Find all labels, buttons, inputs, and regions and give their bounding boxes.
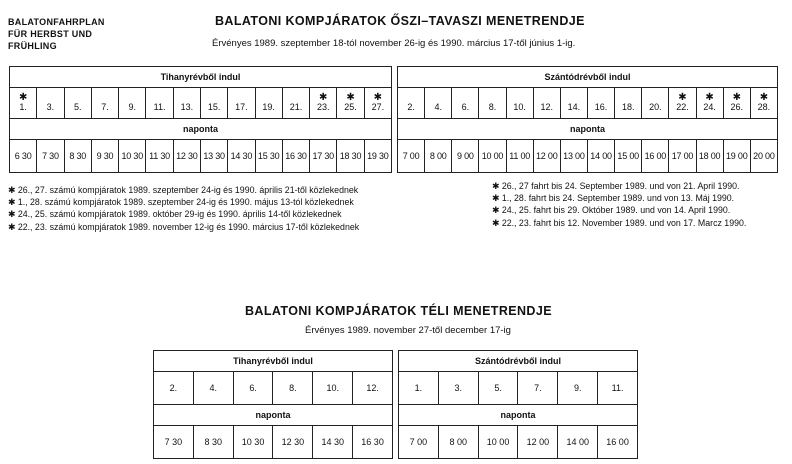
departure-time: 7 00 <box>399 426 439 459</box>
run-number <box>615 88 642 119</box>
run-number <box>64 88 91 119</box>
run-number-label: 27. <box>371 102 385 112</box>
run-number-label: 12. <box>540 102 554 112</box>
side-label-line: FRÜHLING <box>8 41 57 51</box>
run-number <box>282 88 309 119</box>
asterisk-icon: ✱ <box>346 92 355 103</box>
autumn-tihany-table <box>9 66 392 173</box>
table-header: Tihanyrévből indul <box>154 351 393 372</box>
departure-time: 7 00 <box>398 140 425 173</box>
asterisk-icon <box>561 94 587 102</box>
departure-time: 6 30 <box>10 140 37 173</box>
departure-time: 10 30 <box>119 140 146 173</box>
table-header: Szántódrévből indul <box>398 67 778 88</box>
asterisk-icon: ✱ <box>732 92 741 103</box>
run-number <box>154 372 194 405</box>
departure-time: 12 30 <box>273 426 313 459</box>
run-number-label: 13. <box>180 102 194 112</box>
run-number <box>696 88 723 119</box>
table-header: Szántódrévből indul <box>399 351 638 372</box>
departure-time: 20 00 <box>750 140 777 173</box>
run-number-label: 23. <box>316 102 330 112</box>
daily-label: naponta <box>154 405 393 426</box>
run-number <box>255 88 282 119</box>
run-number <box>10 88 37 119</box>
table-header: Tihanyrévből indul <box>10 67 392 88</box>
note-line: ✱ 1., 28. fahrt bis 24. September 1989. und von 13. Máj 1990. <box>492 193 735 204</box>
run-number-label: 8. <box>289 383 297 393</box>
note-line: ✱ 26., 27 fahrt bis 24. September 1989. und von 21. April 1990. <box>492 181 740 191</box>
departure-time: 14 00 <box>558 426 598 459</box>
departure-time: 12 00 <box>533 140 560 173</box>
note-line: ✱ 24., 25. fahrt bis 29. Október 1989. und von 14. April 1990. <box>492 205 731 216</box>
run-number-label: 5. <box>73 102 82 112</box>
departure-time: 11 00 <box>506 140 533 173</box>
departure-time: 17 30 <box>310 140 337 173</box>
note-line: ✱ 22., 23. fahrt bis 12. November 1989. und von 17. Marcz 1990. <box>492 217 747 228</box>
run-number-label: 8. <box>488 102 497 112</box>
side-label-line: FÜR HERBST UND <box>8 29 93 39</box>
run-number <box>750 88 777 119</box>
run-number <box>313 372 353 405</box>
autumn-validity: Érvényes 1989. szeptember 18-tól november 26-ig és 1990. március 17-től június 1-ig. <box>212 38 576 49</box>
asterisk-icon <box>615 94 641 102</box>
run-number <box>193 372 233 405</box>
run-number-label: 7. <box>534 383 542 393</box>
run-number-label: 15. <box>207 102 221 112</box>
run-number-label: 11. <box>611 383 624 393</box>
run-number-label: 19. <box>262 102 275 112</box>
departure-time: 11 30 <box>146 140 173 173</box>
asterisk-icon <box>534 94 560 102</box>
run-number <box>37 88 64 119</box>
run-number <box>533 88 560 119</box>
notes-german <box>492 180 746 229</box>
departure-time: 18 00 <box>696 140 723 173</box>
run-number-label: 1. <box>19 102 27 112</box>
run-number-label: 9. <box>573 383 582 393</box>
run-number <box>558 372 598 405</box>
departure-time: 13 30 <box>200 140 227 173</box>
asterisk-icon <box>146 94 172 102</box>
daily-label: naponta <box>398 119 778 140</box>
asterisk-icon <box>283 94 309 102</box>
note-line: ✱ 22., 23. számú kompjáratok 1989. november 12-ig és 1990. március 17-től közlekednek <box>8 221 360 232</box>
run-number <box>723 88 750 119</box>
note-line: ✱ 1., 28. számú kompjáratok 1989. szeptember 24-ig és 1990. május 13-tól közlekednek <box>8 197 354 208</box>
run-number-label: 24. <box>703 102 716 112</box>
asterisk-icon <box>201 94 227 102</box>
departure-time: 16 30 <box>353 426 393 459</box>
asterisk-icon <box>256 94 282 102</box>
run-number <box>398 88 425 119</box>
run-number <box>91 88 118 119</box>
run-number <box>273 372 313 405</box>
run-number-label: 6. <box>461 102 470 112</box>
run-number <box>353 372 393 405</box>
departure-time: 12 00 <box>518 426 558 459</box>
asterisk-icon <box>398 94 424 102</box>
run-number-label: 4. <box>209 383 217 393</box>
run-number <box>642 88 669 119</box>
run-number <box>119 88 146 119</box>
asterisk-icon <box>65 94 91 102</box>
departure-time: 8 30 <box>193 426 233 459</box>
winter-validity: Érvényes 1989. november 27-től december 17-ig <box>305 325 511 336</box>
run-number <box>587 88 614 119</box>
run-number <box>669 88 696 119</box>
run-number-label: 3. <box>46 102 55 112</box>
departure-time: 18 30 <box>337 140 364 173</box>
asterisk-icon <box>479 94 505 102</box>
run-number-label: 10. <box>326 383 339 393</box>
run-number-label: 18. <box>621 102 635 112</box>
asterisk-icon: ✱ <box>373 92 383 103</box>
run-number-label: 22. <box>676 102 689 112</box>
run-number <box>364 88 391 119</box>
run-number-label: 25. <box>344 102 357 112</box>
run-number <box>479 88 506 119</box>
run-number-label: 2. <box>407 102 415 112</box>
run-number <box>560 88 587 119</box>
daily-label: naponta <box>399 405 638 426</box>
run-number-label: 21. <box>289 102 303 112</box>
departure-time: 13 00 <box>560 140 587 173</box>
autumn-szantod-table <box>397 66 778 173</box>
departure-time: 19 00 <box>723 140 750 173</box>
run-number-label: 9. <box>128 102 137 112</box>
run-number-label: 10. <box>513 102 526 112</box>
run-number-label: 3. <box>454 383 462 393</box>
run-number <box>146 88 173 119</box>
daily-label: naponta <box>10 119 392 140</box>
run-number <box>425 88 452 119</box>
departure-time: 7 30 <box>154 426 194 459</box>
run-number-label: 14. <box>567 102 581 112</box>
asterisk-icon <box>174 94 200 102</box>
run-number-label: 26. <box>730 102 744 112</box>
departure-time: 17 00 <box>669 140 696 173</box>
asterisk-icon <box>507 94 533 102</box>
departure-time: 10 00 <box>478 426 518 459</box>
autumn-title: BALATONI KOMPJÁRATOK ŐSZI–TAVASZI MENETRENDJE <box>215 14 585 28</box>
run-number <box>337 88 364 119</box>
run-number-label: 1. <box>414 383 423 393</box>
asterisk-icon <box>119 94 145 102</box>
asterisk-icon <box>588 94 614 102</box>
departure-time: 8 00 <box>425 140 452 173</box>
run-number <box>399 372 439 405</box>
notes-hungarian <box>8 184 359 233</box>
run-number <box>310 88 337 119</box>
run-number <box>228 88 255 119</box>
side-label <box>8 16 105 52</box>
winter-tihany-table <box>153 350 393 459</box>
run-number-label: 12. <box>366 383 379 393</box>
note-line: ✱ 24., 25. számú kompjáratok 1989. október 29-ig és 1990. április 14-től közlekednek <box>8 209 342 220</box>
run-number-label: 11. <box>153 102 166 112</box>
departure-time: 16 00 <box>598 426 638 459</box>
run-number <box>200 88 227 119</box>
asterisk-icon: ✱ <box>18 92 28 103</box>
departure-time: 10 30 <box>233 426 273 459</box>
run-number-label: 5. <box>494 383 502 393</box>
run-number-label: 28. <box>757 102 771 112</box>
run-number <box>506 88 533 119</box>
run-number-label: 4. <box>434 102 442 112</box>
note-line: ✱ 26., 27. számú kompjáratok 1989. szeptember 24-ig és 1990. április 21-től közlekednek <box>8 185 359 195</box>
run-number-label: 16. <box>594 102 608 112</box>
asterisk-icon <box>228 94 254 102</box>
asterisk-icon: ✱ <box>759 92 769 103</box>
departure-time: 15 30 <box>255 140 282 173</box>
run-number-label: 2. <box>169 383 178 393</box>
asterisk-icon: ✱ <box>705 92 714 103</box>
departure-time: 7 30 <box>37 140 64 173</box>
asterisk-icon <box>37 94 63 102</box>
departure-time: 10 00 <box>479 140 506 173</box>
asterisk-icon <box>642 94 668 102</box>
run-number-label: 20. <box>649 102 662 112</box>
departure-time: 14 00 <box>587 140 614 173</box>
winter-title: BALATONI KOMPJÁRATOK TÉLI MENETRENDJE <box>245 304 552 318</box>
asterisk-icon <box>92 94 118 102</box>
run-number <box>173 88 200 119</box>
departure-time: 15 00 <box>615 140 642 173</box>
departure-time: 16 00 <box>642 140 669 173</box>
run-number-label: 7. <box>101 102 109 112</box>
run-number <box>438 372 478 405</box>
winter-szantod-table <box>398 350 638 459</box>
departure-time: 16 30 <box>282 140 309 173</box>
departure-time: 8 30 <box>64 140 91 173</box>
run-number <box>233 372 273 405</box>
run-number <box>598 372 638 405</box>
run-number-label: 17. <box>235 102 248 112</box>
run-number <box>478 372 518 405</box>
run-number <box>518 372 558 405</box>
run-number <box>452 88 479 119</box>
run-number-label: 6. <box>249 383 257 393</box>
asterisk-icon: ✱ <box>319 92 328 103</box>
asterisk-icon <box>452 94 478 102</box>
departure-time: 8 00 <box>438 426 478 459</box>
side-label-line: BALATONFAHRPLAN <box>8 17 105 27</box>
departure-time: 9 30 <box>91 140 118 173</box>
departure-time: 14 30 <box>228 140 255 173</box>
departure-time: 19 30 <box>364 140 391 173</box>
asterisk-icon <box>425 94 451 102</box>
asterisk-icon: ✱ <box>678 92 687 103</box>
departure-time: 14 30 <box>313 426 353 459</box>
departure-time: 9 00 <box>452 140 479 173</box>
departure-time: 12 30 <box>173 140 200 173</box>
